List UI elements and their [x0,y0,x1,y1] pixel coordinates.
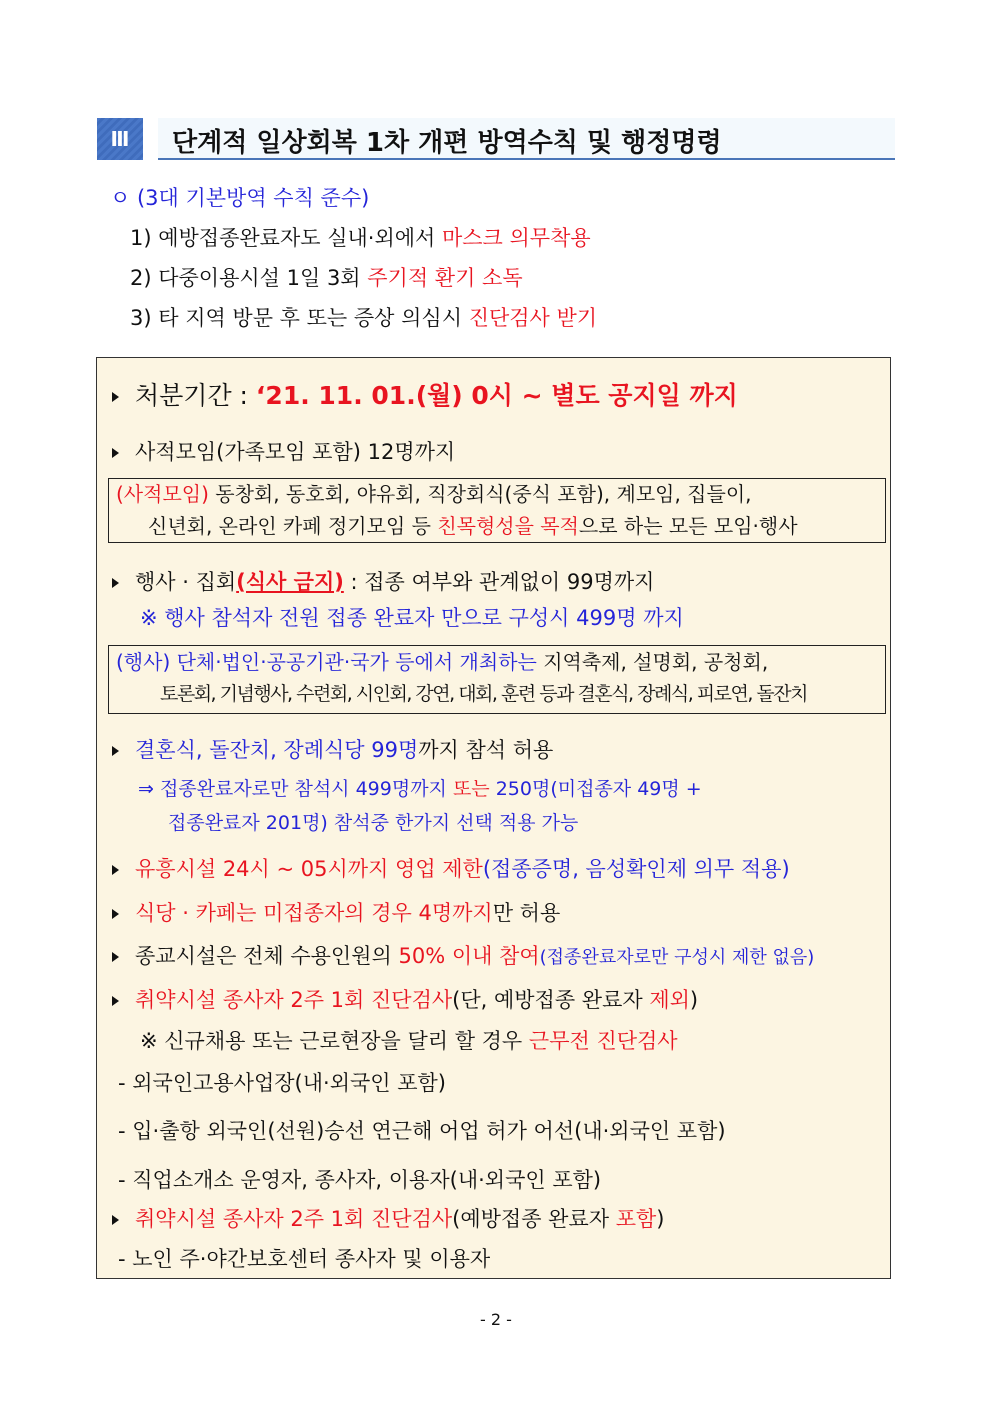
bullet-triangle-icon [112,392,119,402]
text-segment: 만 허용 [492,901,561,925]
text-segment: 유흥시설 24시 ~ 05시까지 영업 제한 [135,857,483,881]
section-number: Ⅲ [110,127,130,151]
bullet-triangle-icon [112,952,119,962]
text-segment: - 입·출항 외국인(선원)승선 연근해 어업 허가 어선(내·외국인 포함) [118,1119,726,1143]
wedding-note [168,809,578,837]
text-segment: 포함 [615,1207,657,1231]
text-segment: 주기적 환기 소독 [367,266,523,290]
text-segment: (접종완료자로만 구성시 제한 없음) [539,947,815,968]
text-segment: 근무전 진단검사 [528,1029,678,1053]
bullet-triangle-icon [112,996,119,1006]
entertainment-bullet [112,855,790,883]
page-number: - 2 - [480,1310,512,1329]
text-segment: ‘21. 11. 01.(월) 0시 ~ 별도 공지일 까지 [255,381,738,410]
box-text [148,512,798,540]
text-segment: - 외국인고용사업장(내·외국인 포함) [118,1071,446,1095]
text-segment: 50% 이내 참여 [398,944,540,968]
principle-item [130,264,523,292]
private-gathering-bullet [112,438,455,466]
text-segment: ) [656,1207,665,1231]
text-segment: 사적모임(가족모임 포함) 12명까지 [135,440,456,464]
text-segment: 250명(미접종자 49명 + [489,778,702,800]
text-segment: 처분기간 : [135,381,256,410]
dash-item [118,1166,601,1194]
text-segment: 또는 [452,778,490,800]
bullet-triangle-icon [112,578,119,588]
religion-bullet [112,942,814,972]
text-segment: - 노인 주·야간보호센터 종사자 및 이용자 [118,1247,491,1271]
text-segment: 으로 하는 모든 모임·행사 [578,514,798,538]
text-segment: 식당 · 카페는 미접종자의 경우 4명까지 [135,901,493,925]
bullet-triangle-icon [112,1215,119,1225]
section-number-badge [97,118,143,160]
text-segment: 취약시설 종사자 2주 1회 진단검사 [135,988,453,1012]
text-segment: 토론회, 기념행사, 수련회, 시인회, 강연, 대회, 훈련 등과 결혼식, 장례식, 피로연, 돌잔치 [160,683,807,705]
text-segment: (사적모임) [116,482,216,506]
event-note [140,604,684,632]
text-segment: 신년회, 온라인 카페 정기모임 등 [148,514,438,538]
box-text [160,680,807,708]
principles-heading [110,184,369,212]
text-segment: (식사 금지) [236,570,344,594]
text-segment: 1) 예방접종완료자도 실내·외에서 [130,226,442,250]
restaurant-bullet [112,899,560,927]
text-segment: 동창회, 동호회, 야유회, 직장회식(중식 포함), 계모임, 집들이, [215,482,752,506]
text-segment: ※ 신규채용 또는 근로현장을 달리 할 경우 [140,1029,529,1053]
box-text [116,480,752,508]
text-segment: 2) 다중이용시설 1일 3회 [130,266,368,290]
text-segment: 제외 [649,988,690,1012]
vulnerable-facility-bullet [112,986,698,1014]
event-bullet [112,568,654,596]
wedding-bullet [112,736,553,764]
text-segment: 진단검사 받기 [468,306,598,330]
bullet-triangle-icon [112,865,119,875]
principle-item [130,224,591,252]
period-bullet [112,382,738,410]
text-segment: 까지 참석 허용 [418,738,554,762]
text-segment: (단, 예방접종 완료자 [452,988,650,1012]
text-segment: : 접종 여부와 관계없이 99명까지 [343,570,655,594]
section-title-bar [158,118,895,160]
wedding-note [138,775,702,803]
text-segment: ⇒ 접종완료자로만 참석시 499명까지 [138,778,453,800]
bullet-triangle-icon [112,909,119,919]
text-segment: 지역축제, 설명회, 공청회, [543,650,769,674]
dash-item [118,1245,490,1273]
bullet-triangle-icon [112,746,119,756]
text-segment: (예방접종 완료자 [452,1207,616,1231]
box-text [116,648,768,676]
text-segment: 접종완료자 201명) 참석중 한가지 선택 적용 가능 [168,812,579,834]
text-segment: ) [689,988,699,1012]
text-segment: - 직업소개소 운영자, 종사자, 이용자(내·외국인 포함) [118,1168,602,1192]
text-segment: 3) 타 지역 방문 후 또는 증상 의심시 [130,306,469,330]
text-segment: 종교시설은 전체 수용인원의 [135,944,399,968]
text-segment: 행사 · 집회 [135,570,237,594]
text-segment: 친목형성을 목적 [437,514,579,538]
text-segment: ㅇ (3대 기본방역 수칙 준수) [110,186,370,210]
dash-item [118,1069,446,1097]
text-segment: 취약시설 종사자 2주 1회 진단검사 [135,1207,453,1231]
hiring-note [140,1027,678,1055]
text-segment: ※ 행사 참석자 전원 접종 완료자 만으로 구성시 499명 까지 [140,606,684,630]
text-segment: 마스크 의무착용 [441,226,591,250]
bullet-triangle-icon [112,448,119,458]
text-segment: (행사) 단체·법인·공공기관·국가 등에서 개최하는 [116,650,544,674]
section-title: 단계적 일상회복 1차 개편 방역수칙 및 행정명령 [172,128,722,158]
vulnerable-facility-bullet [112,1205,664,1233]
principle-item [130,304,597,332]
text-segment: (접종증명, 음성확인제 의무 적용) [482,857,790,881]
dash-item [118,1117,726,1145]
text-segment: 결혼식, 돌잔치, 장례식당 99명 [135,738,419,762]
